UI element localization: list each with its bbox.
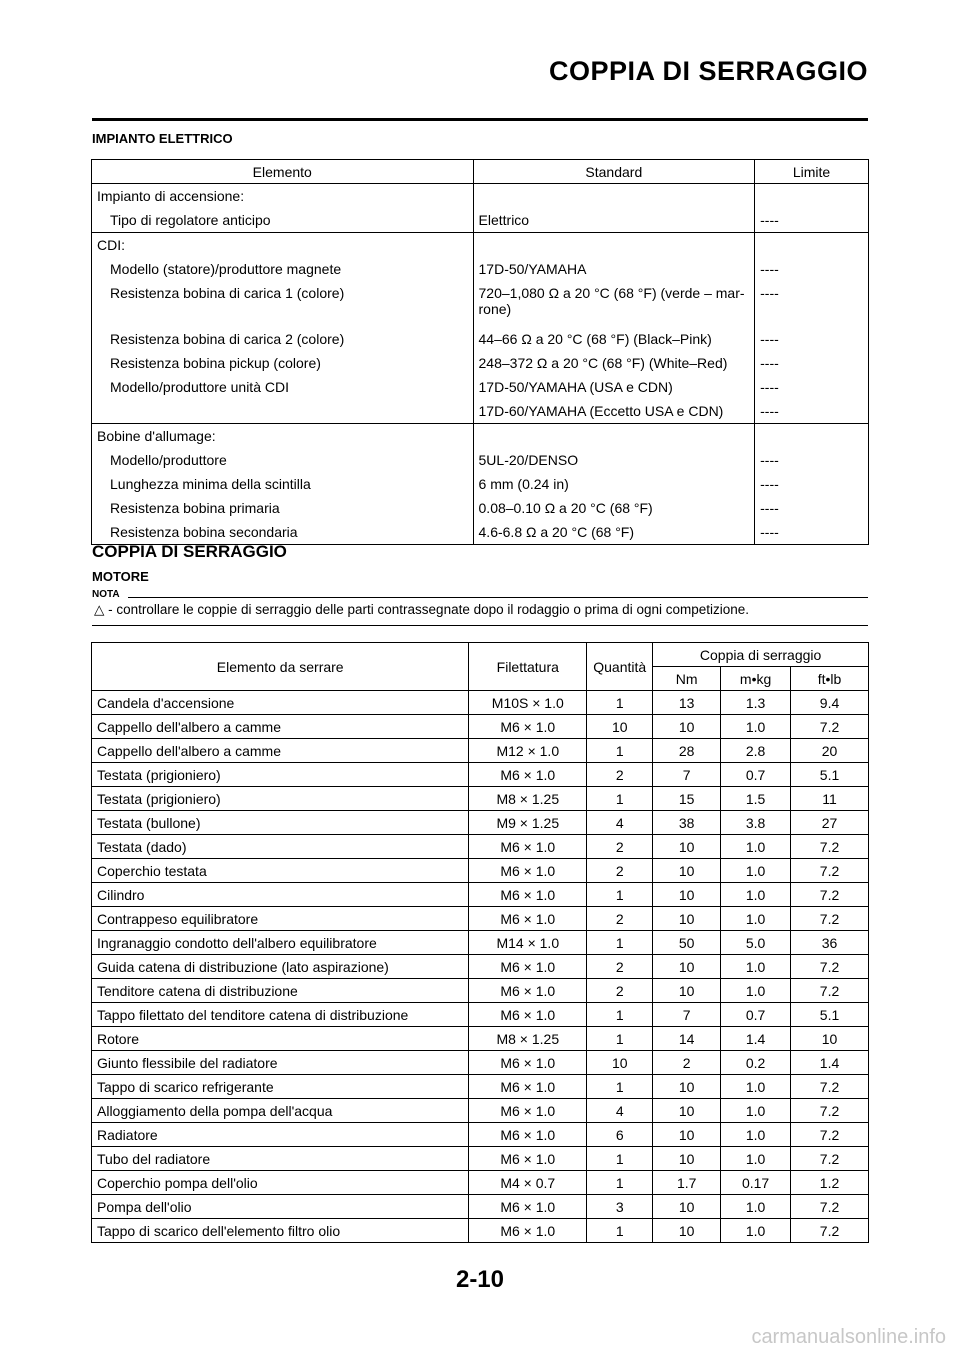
watermark: carmanualsonline.info: [751, 1326, 946, 1348]
table-row: [92, 1123, 869, 1147]
torque-part-cell: Tubo del radiatore: [92, 1147, 469, 1171]
torque-mkg-cell: 1.0: [721, 979, 791, 1003]
electric-standard-cell: 4.6-6.8 Ω a 20 °C (68 °F): [473, 520, 755, 545]
torque-qty-cell: 1: [587, 691, 653, 715]
electric-limit-cell: [755, 424, 869, 449]
torque-mkg-cell: 5.0: [721, 931, 791, 955]
electric-limit-cell: ----: [755, 520, 869, 545]
torque-part-cell: Contrappeso equilibratore: [92, 907, 469, 931]
electric-row: [92, 448, 869, 472]
electric-limit-cell: [755, 184, 869, 209]
torque-part-cell: Cilindro: [92, 883, 469, 907]
torque-mkg-cell: 0.2: [721, 1051, 791, 1075]
torque-qty-cell: 4: [587, 1099, 653, 1123]
electric-item-cell: Modello (statore)/produttore magnete: [92, 257, 474, 281]
table-row: [92, 787, 869, 811]
section-heading-electric: IMPIANTO ELETTRICO: [92, 131, 233, 146]
torque-ftlb-cell: 7.2: [791, 907, 869, 931]
torque-ftlb-cell: 20: [791, 739, 869, 763]
nota-rule-bottom: [92, 625, 868, 626]
torque-mkg-cell: 3.8: [721, 811, 791, 835]
electric-standard-cell: [473, 424, 755, 449]
torque-mkg-cell: 1.0: [721, 1123, 791, 1147]
torque-thread-cell: M14 × 1.0: [469, 931, 587, 955]
torque-thread-cell: M8 × 1.25: [469, 787, 587, 811]
torque-mkg-cell: 1.0: [721, 859, 791, 883]
electric-limit-cell: ----: [755, 281, 869, 327]
electric-standard-cell: 6 mm (0.24 in): [473, 472, 755, 496]
torque-part-cell: Candela d'accensione: [92, 691, 469, 715]
torque-nm-cell: 10: [653, 715, 721, 739]
electric-row: [92, 520, 869, 545]
table-row: [92, 1171, 869, 1195]
torque-nm-cell: 10: [653, 883, 721, 907]
electric-row: [92, 208, 869, 233]
table-row: [92, 739, 869, 763]
torque-part-cell: Giunto flessibile del radiatore: [92, 1051, 469, 1075]
torque-mkg-cell: 0.7: [721, 763, 791, 787]
col-header-qty: Quantità: [587, 643, 653, 691]
torque-thread-cell: M6 × 1.0: [469, 715, 587, 739]
torque-ftlb-cell: 7.2: [791, 859, 869, 883]
torque-nm-cell: 1.7: [653, 1171, 721, 1195]
table-row: [92, 1027, 869, 1051]
torque-qty-cell: 1: [587, 739, 653, 763]
table-row: [92, 1219, 869, 1243]
electric-limit-cell: ----: [755, 351, 869, 375]
torque-thread-cell: M6 × 1.0: [469, 1075, 587, 1099]
electric-table-header: [92, 160, 869, 184]
torque-qty-cell: 1: [587, 1147, 653, 1171]
torque-ftlb-cell: 11: [791, 787, 869, 811]
electric-limit-cell: ----: [755, 472, 869, 496]
electric-item-cell: Impianto di accensione:: [92, 184, 474, 209]
electric-row: [92, 375, 869, 399]
torque-nm-cell: 10: [653, 1219, 721, 1243]
table-row: [92, 1195, 869, 1219]
torque-table-header: [92, 643, 869, 667]
torque-mkg-cell: 1.0: [721, 1099, 791, 1123]
torque-qty-cell: 10: [587, 715, 653, 739]
torque-mkg-cell: 1.0: [721, 883, 791, 907]
torque-nm-cell: 10: [653, 1099, 721, 1123]
electric-row: [92, 472, 869, 496]
nota-rule-top: [128, 597, 868, 598]
electric-standard-cell: Elettrico: [473, 208, 755, 233]
torque-nm-cell: 10: [653, 1123, 721, 1147]
torque-mkg-cell: 1.0: [721, 955, 791, 979]
electric-standard-cell: 44–66 Ω a 20 °C (68 °F) (Black–Pink): [473, 327, 755, 351]
nota-label: NOTA: [92, 589, 120, 600]
torque-ftlb-cell: 7.2: [791, 1075, 869, 1099]
electric-row: [92, 184, 869, 209]
torque-thread-cell: M12 × 1.0: [469, 739, 587, 763]
torque-qty-cell: 1: [587, 1003, 653, 1027]
torque-ftlb-cell: 1.4: [791, 1051, 869, 1075]
torque-part-cell: Testata (prigioniero): [92, 763, 469, 787]
torque-thread-cell: M6 × 1.0: [469, 955, 587, 979]
torque-part-cell: Testata (bullone): [92, 811, 469, 835]
torque-qty-cell: 1: [587, 1171, 653, 1195]
electric-item-cell: Modello/produttore unità CDI: [92, 375, 474, 399]
torque-thread-cell: M6 × 1.0: [469, 1195, 587, 1219]
torque-mkg-cell: 0.17: [721, 1171, 791, 1195]
electric-item-cell: Resistenza bobina primaria: [92, 496, 474, 520]
table-row: [92, 979, 869, 1003]
table-row: [92, 1147, 869, 1171]
torque-mkg-cell: 1.4: [721, 1027, 791, 1051]
torque-thread-cell: M6 × 1.0: [469, 883, 587, 907]
torque-mkg-cell: 1.0: [721, 715, 791, 739]
torque-thread-cell: M6 × 1.0: [469, 1219, 587, 1243]
table-row: [92, 931, 869, 955]
electric-standard-cell: [473, 233, 755, 258]
electric-row: [92, 327, 869, 351]
torque-ftlb-cell: 7.2: [791, 1195, 869, 1219]
torque-nm-cell: 10: [653, 1195, 721, 1219]
table-row: [92, 907, 869, 931]
torque-thread-cell: M6 × 1.0: [469, 979, 587, 1003]
torque-nm-cell: 10: [653, 859, 721, 883]
torque-thread-cell: M6 × 1.0: [469, 1123, 587, 1147]
torque-part-cell: Alloggiamento della pompa dell'acqua: [92, 1099, 469, 1123]
electric-table: [91, 159, 869, 545]
col-header-part: Elemento da serrare: [92, 643, 469, 691]
electric-standard-cell: [473, 184, 755, 209]
torque-nm-cell: 15: [653, 787, 721, 811]
torque-mkg-cell: 1.0: [721, 1147, 791, 1171]
torque-part-cell: Coperchio pompa dell'olio: [92, 1171, 469, 1195]
electric-standard-cell: 720–1,080 Ω a 20 °C (68 °F) (verde – mar-rone): [473, 281, 755, 327]
torque-thread-cell: M9 × 1.25: [469, 811, 587, 835]
torque-nm-cell: 10: [653, 1147, 721, 1171]
electric-limit-cell: ----: [755, 327, 869, 351]
table-row: [92, 1099, 869, 1123]
torque-thread-cell: M6 × 1.0: [469, 1147, 587, 1171]
electric-standard-cell: 17D-50/YAMAHA: [473, 257, 755, 281]
torque-ftlb-cell: 9.4: [791, 691, 869, 715]
torque-nm-cell: 14: [653, 1027, 721, 1051]
table-row: [92, 715, 869, 739]
torque-ftlb-cell: 5.1: [791, 1003, 869, 1027]
torque-nm-cell: 28: [653, 739, 721, 763]
electric-item-cell: CDI:: [92, 233, 474, 258]
torque-mkg-cell: 0.7: [721, 1003, 791, 1027]
table-row: [92, 1003, 869, 1027]
torque-qty-cell: 2: [587, 835, 653, 859]
electric-limit-cell: ----: [755, 448, 869, 472]
torque-mkg-cell: 1.5: [721, 787, 791, 811]
torque-nm-cell: 13: [653, 691, 721, 715]
torque-part-cell: Coperchio testata: [92, 859, 469, 883]
torque-nm-cell: 2: [653, 1051, 721, 1075]
electric-item-cell: Bobine d'allumage:: [92, 424, 474, 449]
electric-standard-cell: 17D-50/YAMAHA (USA e CDN): [473, 375, 755, 399]
electric-item-cell: Lunghezza minima della scintilla: [92, 472, 474, 496]
electric-standard-cell: 5UL-20/DENSO: [473, 448, 755, 472]
torque-ftlb-cell: 7.2: [791, 1099, 869, 1123]
page-number: 2-10: [455, 1266, 505, 1293]
torque-nm-cell: 38: [653, 811, 721, 835]
torque-part-cell: Cappello dell'albero a camme: [92, 715, 469, 739]
torque-qty-cell: 4: [587, 811, 653, 835]
torque-qty-cell: 1: [587, 1219, 653, 1243]
torque-part-cell: Rotore: [92, 1027, 469, 1051]
torque-thread-cell: M6 × 1.0: [469, 835, 587, 859]
torque-ftlb-cell: 10: [791, 1027, 869, 1051]
torque-ftlb-cell: 7.2: [791, 883, 869, 907]
torque-part-cell: Tappo filettato del tenditore catena di distribuzione: [92, 1003, 469, 1027]
col-header-elemento: Elemento: [92, 160, 474, 184]
electric-item-cell: Modello/produttore: [92, 448, 474, 472]
torque-nm-cell: 7: [653, 763, 721, 787]
torque-ftlb-cell: 7.2: [791, 835, 869, 859]
torque-part-cell: Testata (prigioniero): [92, 787, 469, 811]
electric-row: [92, 496, 869, 520]
torque-thread-cell: M10S × 1.0: [469, 691, 587, 715]
electric-item-cell: Resistenza bobina di carica 2 (colore): [92, 327, 474, 351]
electric-row: [92, 257, 869, 281]
torque-qty-cell: 6: [587, 1123, 653, 1147]
torque-mkg-cell: 1.0: [721, 835, 791, 859]
table-row: [92, 1051, 869, 1075]
torque-thread-cell: M6 × 1.0: [469, 859, 587, 883]
torque-ftlb-cell: 7.2: [791, 715, 869, 739]
table-row: [92, 955, 869, 979]
torque-qty-cell: 1: [587, 931, 653, 955]
header-rule: [92, 118, 868, 121]
torque-qty-cell: 1: [587, 1075, 653, 1099]
torque-qty-cell: 2: [587, 907, 653, 931]
electric-limit-cell: ----: [755, 375, 869, 399]
torque-ftlb-cell: 7.2: [791, 979, 869, 1003]
torque-ftlb-cell: 36: [791, 931, 869, 955]
torque-thread-cell: M6 × 1.0: [469, 1051, 587, 1075]
torque-thread-cell: M6 × 1.0: [469, 1003, 587, 1027]
torque-mkg-cell: 2.8: [721, 739, 791, 763]
electric-limit-cell: [755, 233, 869, 258]
torque-part-cell: Pompa dell'olio: [92, 1195, 469, 1219]
electric-item-cell: Resistenza bobina pickup (colore): [92, 351, 474, 375]
nota-text: △ - controllare le coppie di serraggio delle parti contrassegnate dopo il rodaggio o prima di ogni competizione.: [94, 602, 750, 617]
col-header-standard: Standard: [473, 160, 755, 184]
table-row: [92, 835, 869, 859]
torque-mkg-cell: 1.0: [721, 1195, 791, 1219]
electric-standard-cell: 0.08–0.10 Ω a 20 °C (68 °F): [473, 496, 755, 520]
torque-mkg-cell: 1.0: [721, 1219, 791, 1243]
torque-nm-cell: 10: [653, 955, 721, 979]
torque-ftlb-cell: 7.2: [791, 1123, 869, 1147]
torque-qty-cell: 2: [587, 763, 653, 787]
electric-row: [92, 233, 869, 258]
torque-ftlb-cell: 1.2: [791, 1171, 869, 1195]
torque-nm-cell: 10: [653, 1075, 721, 1099]
electric-standard-cell: 17D-60/YAMAHA (Eccetto USA e CDN): [473, 399, 755, 424]
electric-limit-cell: ----: [755, 257, 869, 281]
torque-section-title: COPPIA DI SERRAGGIO: [92, 542, 287, 561]
torque-nm-cell: 7: [653, 1003, 721, 1027]
torque-part-cell: Tenditore catena di distribuzione: [92, 979, 469, 1003]
torque-part-cell: Testata (dado): [92, 835, 469, 859]
torque-part-cell: Tappo di scarico dell'elemento filtro olio: [92, 1219, 469, 1243]
torque-thread-cell: M6 × 1.0: [469, 763, 587, 787]
torque-nm-cell: 10: [653, 979, 721, 1003]
torque-qty-cell: 1: [587, 1027, 653, 1051]
table-row: [92, 691, 869, 715]
electric-row: [92, 424, 869, 449]
page-title: COPPIA DI SERRAGGIO: [548, 56, 868, 86]
torque-part-cell: Guida catena di distribuzione (lato aspirazione): [92, 955, 469, 979]
torque-mkg-cell: 1.0: [721, 907, 791, 931]
torque-nm-cell: 10: [653, 835, 721, 859]
table-row: [92, 859, 869, 883]
torque-part-cell: Radiatore: [92, 1123, 469, 1147]
torque-thread-cell: M6 × 1.0: [469, 1099, 587, 1123]
col-header-torque: Coppia di serraggio: [653, 643, 869, 667]
torque-nm-cell: 50: [653, 931, 721, 955]
table-row: [92, 883, 869, 907]
torque-part-cell: Tappo di scarico refrigerante: [92, 1075, 469, 1099]
torque-mkg-cell: 1.3: [721, 691, 791, 715]
col-header-nm: Nm: [653, 667, 721, 691]
torque-ftlb-cell: 7.2: [791, 1219, 869, 1243]
electric-item-cell: Tipo di regolatore anticipo: [92, 208, 474, 233]
electric-item-cell: Resistenza bobina di carica 1 (colore): [92, 281, 474, 327]
electric-row: [92, 351, 869, 375]
electric-standard-cell: 248–372 Ω a 20 °C (68 °F) (White–Red): [473, 351, 755, 375]
torque-subheading: MOTORE: [92, 569, 149, 584]
torque-ftlb-cell: 7.2: [791, 1147, 869, 1171]
torque-ftlb-cell: 5.1: [791, 763, 869, 787]
electric-limit-cell: ----: [755, 496, 869, 520]
torque-ftlb-cell: 7.2: [791, 955, 869, 979]
table-row: [92, 1075, 869, 1099]
table-row: [92, 811, 869, 835]
electric-row: [92, 399, 869, 424]
electric-item-cell: [92, 399, 474, 424]
torque-part-cell: Cappello dell'albero a camme: [92, 739, 469, 763]
electric-limit-cell: ----: [755, 208, 869, 233]
torque-thread-cell: M6 × 1.0: [469, 907, 587, 931]
torque-qty-cell: 1: [587, 883, 653, 907]
torque-qty-cell: 1: [587, 787, 653, 811]
torque-table: [91, 642, 869, 1243]
torque-qty-cell: 2: [587, 859, 653, 883]
torque-mkg-cell: 1.0: [721, 1075, 791, 1099]
torque-thread-cell: M8 × 1.25: [469, 1027, 587, 1051]
torque-qty-cell: 2: [587, 955, 653, 979]
col-header-ftlb: ft•lb: [791, 667, 869, 691]
torque-part-cell: Ingranaggio condotto dell'albero equilibratore: [92, 931, 469, 955]
torque-qty-cell: 10: [587, 1051, 653, 1075]
torque-qty-cell: 2: [587, 979, 653, 1003]
torque-qty-cell: 3: [587, 1195, 653, 1219]
col-header-limite: Limite: [755, 160, 869, 184]
electric-limit-cell: ----: [755, 399, 869, 424]
torque-nm-cell: 10: [653, 907, 721, 931]
col-header-mkg: m•kg: [721, 667, 791, 691]
col-header-thread: Filettatura: [469, 643, 587, 691]
table-row: [92, 763, 869, 787]
electric-item-cell: Resistenza bobina secondaria: [92, 520, 474, 545]
torque-ftlb-cell: 27: [791, 811, 869, 835]
torque-thread-cell: M4 × 0.7: [469, 1171, 587, 1195]
electric-row: [92, 281, 869, 327]
